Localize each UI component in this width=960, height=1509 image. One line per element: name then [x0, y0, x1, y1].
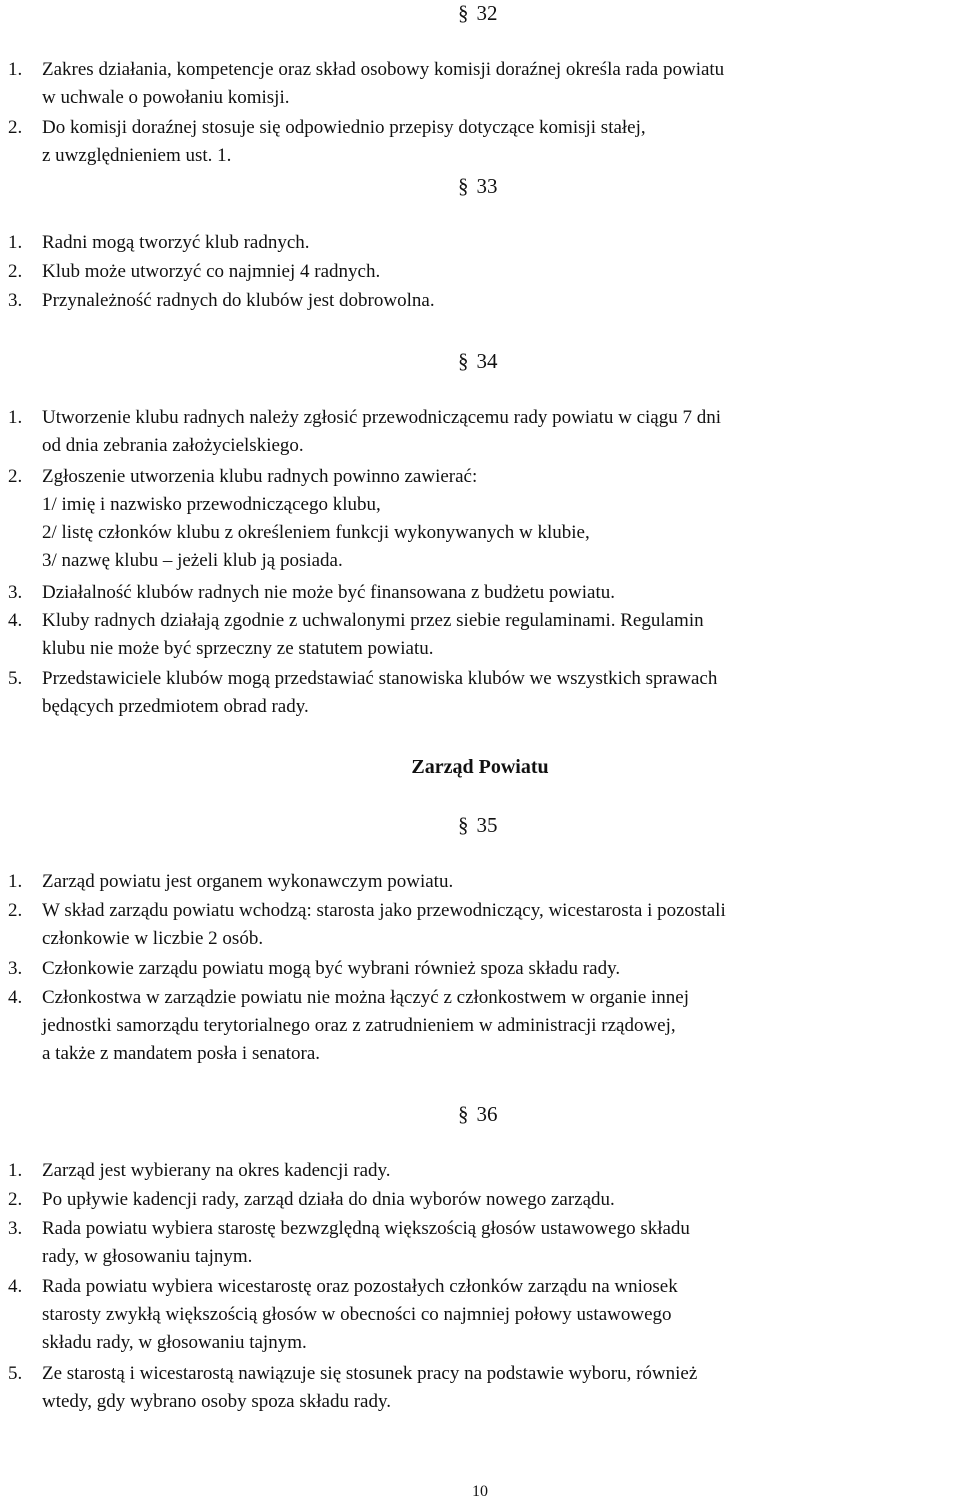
item-line: Przedstawiciele klubów mogą przedstawiać stanowiska klubów we wszystkich sprawach [42, 668, 718, 689]
section-36-heading [458, 1101, 498, 1127]
item-line: 1/ imię i nazwisko przewodniczącego klubu, [42, 494, 381, 515]
item-line: Ze starostą i wicestarostą nawiązuje się stosunek pracy na podstawie wyboru, również [42, 1363, 698, 1384]
section-symbol: § [458, 813, 469, 837]
item-number: 4. [8, 610, 23, 631]
item-line: Kluby radnych działają zgodnie z uchwalonymi przez siebie regulaminami. Regulamin [42, 610, 704, 631]
section-symbol: § [458, 1102, 469, 1126]
s36-item-1 [8, 1157, 956, 1185]
section-number: 34 [476, 349, 498, 373]
item-line: Zakres działania, kompetencje oraz skład osobowy komisji doraźnej określa rada powiatu [42, 59, 725, 80]
item-number: 2. [8, 261, 23, 282]
item-line: a także z mandatem posła i senatora. [42, 1043, 321, 1064]
item-number: 3. [8, 290, 23, 311]
item-line: Klub może utworzyć co najmniej 4 radnych. [42, 261, 381, 282]
item-line: z uwzględnieniem ust. 1. [42, 145, 232, 166]
item-number: 1. [8, 232, 23, 253]
section-number: 32 [476, 1, 498, 25]
item-line: Członkostwa w zarządzie powiatu nie można łączyć z członkostwem w organie innej [42, 987, 689, 1008]
s33-item-3 [8, 287, 956, 315]
chapter-heading: Zarząd Powiatu [411, 756, 549, 778]
item-number: 3. [8, 582, 23, 603]
item-line: Działalność klubów radnych nie może być finansowana z budżetu powiatu. [42, 582, 615, 603]
item-number: 1. [8, 59, 23, 80]
item-line: 3/ nazwę klubu – jeżeli klub ją posiada. [42, 550, 343, 571]
s33-item-2 [8, 258, 956, 286]
s34-item-5 [8, 665, 956, 721]
s35-item-3 [8, 955, 956, 983]
item-line: członkowie w liczbie 2 osób. [42, 928, 264, 949]
item-line: Członkowie zarządu powiatu mogą być wybrani również spoza składu rady. [42, 958, 621, 979]
item-number: 4. [8, 1276, 23, 1297]
section-number: 36 [476, 1102, 498, 1126]
section-symbol: § [458, 349, 469, 373]
item-line: Zgłoszenie utworzenia klubu radnych powinno zawierać: [42, 466, 478, 487]
section-symbol: § [458, 1, 469, 25]
item-number: 3. [8, 1218, 23, 1239]
section-number: 33 [476, 174, 498, 198]
item-number: 5. [8, 1363, 23, 1384]
s35-item-2 [8, 897, 956, 953]
item-number: 5. [8, 668, 23, 689]
s34-item-2 [8, 463, 956, 575]
item-line: 2/ listę członków klubu z określeniem funkcji wykonywanych w klubie, [42, 522, 590, 543]
section-33-heading [458, 173, 498, 199]
item-number: 3. [8, 958, 23, 979]
section-35-heading [458, 812, 498, 838]
s34-item-1 [8, 404, 956, 460]
s36-item-2 [8, 1186, 956, 1214]
item-line: w uchwale o powołaniu komisji. [42, 87, 290, 108]
item-line: W skład zarządu powiatu wchodzą: starosta jako przewodniczący, wicestarosta i pozostali [42, 900, 726, 921]
item-number: 2. [8, 117, 23, 138]
item-line: Do komisji doraźnej stosuje się odpowiednio przepisy dotyczące komisji stałej, [42, 117, 646, 138]
item-number: 1. [8, 407, 23, 428]
item-line: Rada powiatu wybiera wicestarostę oraz pozostałych członków zarządu na wniosek [42, 1276, 678, 1297]
item-line: starosty zwykłą większością głosów w obecności co najmniej połowy ustawowego [42, 1304, 672, 1325]
item-line: Utworzenie klubu radnych należy zgłosić przewodniczącemu rady powiatu w ciągu 7 dni [42, 407, 721, 428]
item-line: Przynależność radnych do klubów jest dobrowolna. [42, 290, 435, 311]
item-line: Po upływie kadencji rady, zarząd działa do dnia wyborów nowego zarządu. [42, 1189, 615, 1210]
s35-item-4 [8, 984, 956, 1068]
section-number: 35 [476, 813, 498, 837]
section-symbol: § [458, 174, 469, 198]
s34-item-3 [8, 579, 956, 607]
item-number: 1. [8, 1160, 23, 1181]
item-number: 2. [8, 1189, 23, 1210]
s34-item-4 [8, 607, 956, 663]
item-number: 1. [8, 871, 23, 892]
item-line: od dnia zebrania założycielskiego. [42, 435, 304, 456]
page-number: 10 [472, 1483, 488, 1500]
item-number: 2. [8, 900, 23, 921]
s36-item-4 [8, 1273, 956, 1357]
item-line: składu rady, w głosowaniu tajnym. [42, 1332, 307, 1353]
item-line: będących przedmiotem obrad rady. [42, 696, 309, 717]
section-32-heading [458, 0, 498, 26]
section-34-heading [458, 348, 498, 374]
s33-item-1 [8, 229, 956, 257]
item-line: jednostki samorządu terytorialnego oraz z zatrudnieniem w administracji rządowej, [42, 1015, 676, 1036]
item-line: wtedy, gdy wybrano osoby spoza składu rady. [42, 1391, 391, 1412]
s32-item-2 [8, 114, 956, 170]
item-line: Rada powiatu wybiera starostę bezwzględną większością głosów ustawowego składu [42, 1218, 690, 1239]
s36-item-3 [8, 1215, 956, 1271]
item-line: Zarząd powiatu jest organem wykonawczym powiatu. [42, 871, 454, 892]
item-number: 4. [8, 987, 23, 1008]
s36-item-5 [8, 1360, 956, 1416]
s35-item-1 [8, 868, 956, 896]
item-line: klubu nie może być sprzeczny ze statutem powiatu. [42, 638, 434, 659]
item-line: Radni mogą tworzyć klub radnych. [42, 232, 310, 253]
item-number: 2. [8, 466, 23, 487]
item-line: Zarząd jest wybierany na okres kadencji rady. [42, 1160, 391, 1181]
item-line: rady, w głosowaniu tajnym. [42, 1246, 253, 1267]
s32-item-1 [8, 56, 956, 112]
